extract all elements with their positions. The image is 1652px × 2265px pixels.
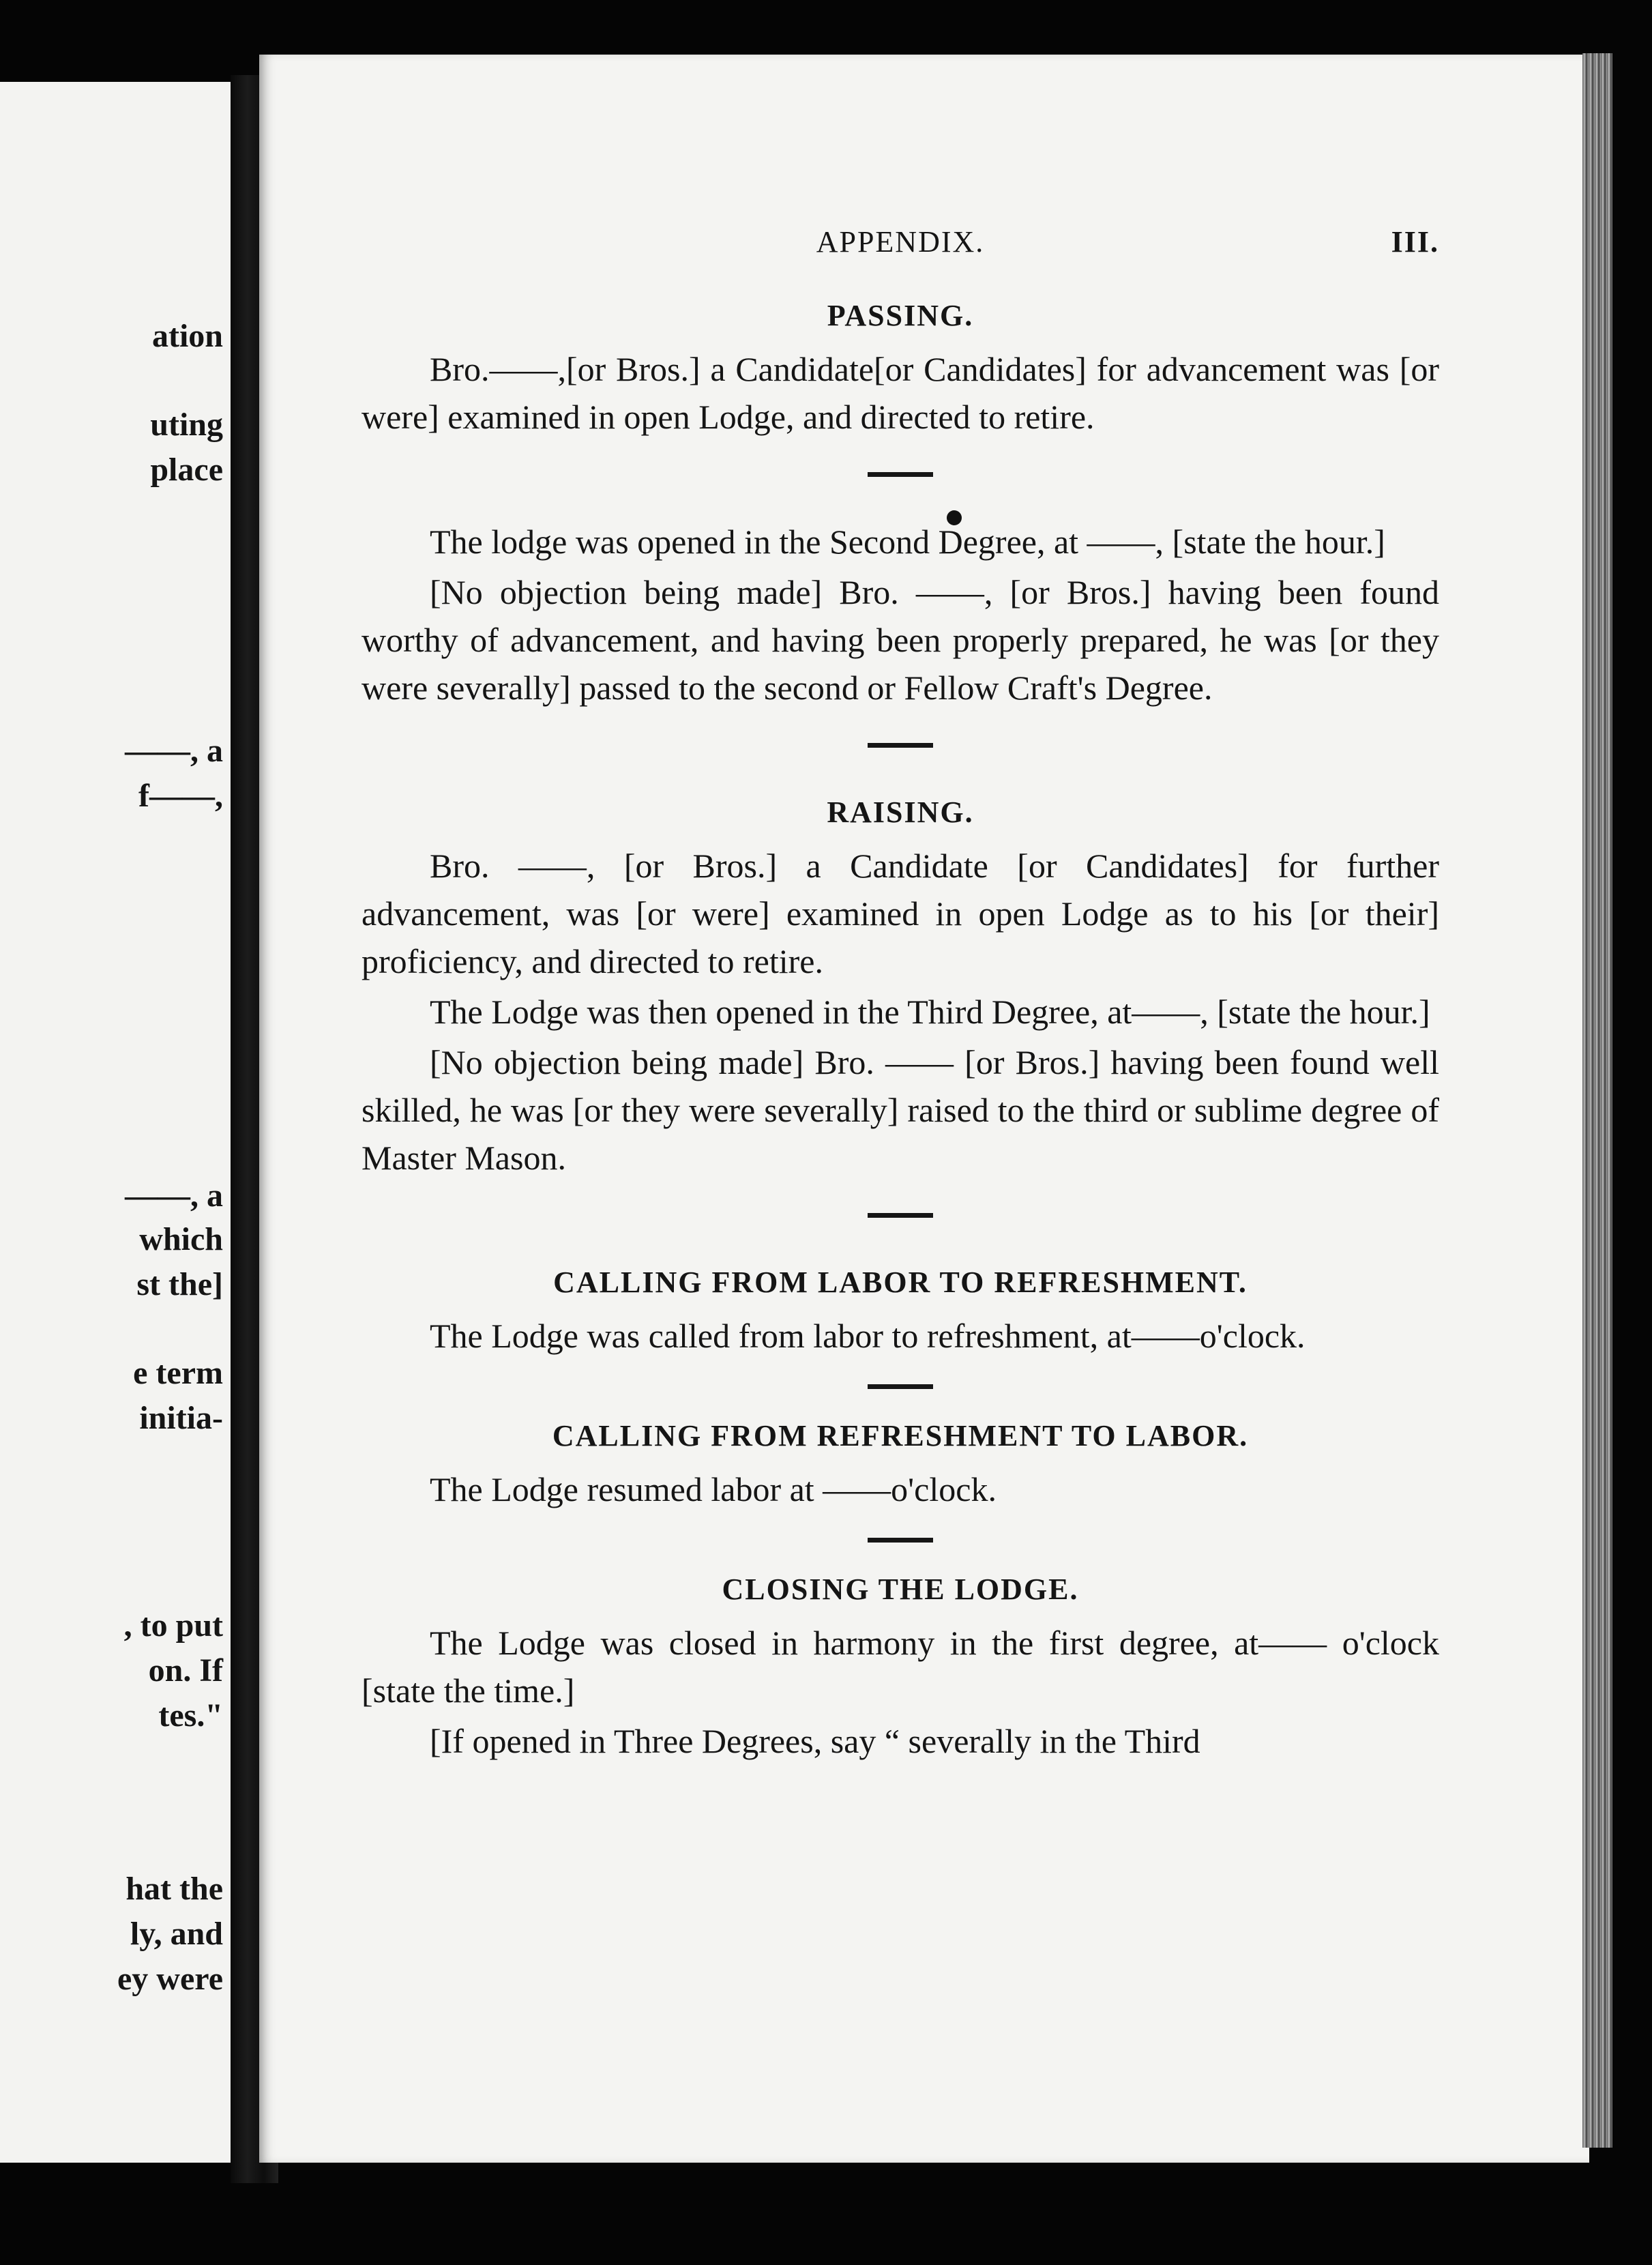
left-fragment: f——, xyxy=(138,778,223,814)
left-fragment: on. If xyxy=(148,1652,223,1689)
section-heading: RAISING. xyxy=(827,795,974,829)
left-fragment: ly, and xyxy=(130,1916,223,1952)
left-page xyxy=(0,82,235,2163)
left-fragment: ey were xyxy=(117,1961,223,1997)
page-content xyxy=(362,218,1439,1768)
section-rule xyxy=(868,472,933,477)
left-fragment: ——, a xyxy=(125,733,223,769)
left-fragment: , to put xyxy=(123,1607,223,1643)
section-heading: CALLING FROM LABOR TO REFRESHMENT. xyxy=(553,1266,1248,1299)
section-labor-to-refreshment xyxy=(362,1259,1439,1360)
page-number: III. xyxy=(1391,225,1439,259)
left-fragment: uting xyxy=(150,407,223,443)
section-rule xyxy=(868,1384,933,1389)
paragraph: The Lodge was closed in harmony in the first degree, at—— o'clock [state the time.] xyxy=(362,1624,1439,1710)
main-page xyxy=(259,55,1589,2163)
section-rule xyxy=(868,1213,933,1218)
paragraph: The Lodge resumed labor at ——o'clock. xyxy=(430,1470,997,1508)
paragraph: [No objection being made] Bro. ——, [or Bros.] having been found worthy of advancement, and having been properly prepared, he was [or they were severally] passed to the second or Fellow Craft's Degree. xyxy=(362,573,1439,707)
paragraph: Bro.——,[or Bros.] a Candidate[or Candidates] for advancement was [or were] examined in open Lodge, and directed to retire. xyxy=(362,350,1439,436)
section-refreshment-to-labor xyxy=(362,1412,1439,1513)
paragraph: Bro. ——, [or Bros.] a Candidate [or Candidates] for further advancement, was [or were] examined in open Lodge as to his [or their] proficiency, and directed to retire. xyxy=(362,847,1439,980)
paragraph: [No objection being made] Bro. —— [or Bros.] having been found well skilled, he was [or they were severally] raised to the third or sublime degree of Master Mason. xyxy=(362,1043,1439,1177)
left-fragment: tes." xyxy=(158,1697,223,1734)
left-fragment: hat the xyxy=(126,1871,223,1907)
running-head xyxy=(362,218,1439,266)
paragraph: The Lodge was then opened in the Third Degree, at——, [state the hour.] xyxy=(430,993,1430,1031)
left-fragment: e term xyxy=(133,1355,223,1391)
left-fragment: place xyxy=(150,452,223,488)
left-fragment: ——, a xyxy=(125,1178,223,1214)
paragraph: The Lodge was called from labor to refreshment, at——o'clock. xyxy=(430,1317,1306,1355)
paragraph: The lodge was opened in the Second Degree, at ——, [state the hour.] xyxy=(430,523,1385,561)
left-fragment: which xyxy=(139,1221,223,1257)
running-head-title: APPENDIX. xyxy=(816,225,985,259)
left-fragment: st the] xyxy=(136,1266,223,1302)
section-heading: CLOSING THE LODGE. xyxy=(722,1573,1079,1606)
section-second-degree xyxy=(362,518,1439,712)
section-closing xyxy=(362,1566,1439,1765)
section-raising xyxy=(362,789,1439,1182)
left-fragment: ation xyxy=(151,318,223,354)
section-heading: CALLING FROM REFRESHMENT TO LABOR. xyxy=(552,1419,1249,1452)
page-edge xyxy=(1582,53,1612,2148)
section-rule xyxy=(868,743,933,748)
section-passing xyxy=(362,292,1439,441)
section-rule xyxy=(868,1538,933,1543)
section-heading: PASSING. xyxy=(827,299,974,332)
paragraph: [If opened in Three Degrees, say “ severally in the Third xyxy=(430,1722,1200,1760)
left-fragment: initia- xyxy=(139,1400,223,1436)
